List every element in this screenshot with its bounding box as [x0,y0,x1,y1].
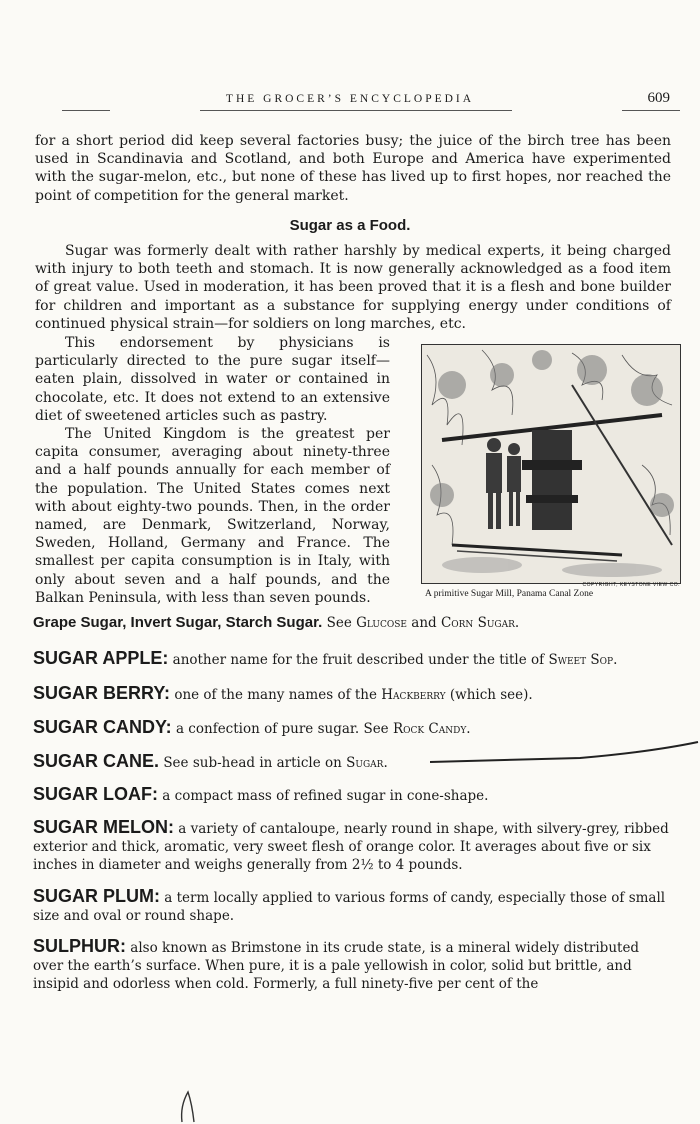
pen-stroke-mark [430,738,700,768]
running-header: THE GROCER’S ENCYCLOPEDIA [225,93,475,105]
section-paragraph-1: Sugar was formerly dealt with rather harshly by medical experts, it being charged with injury to both teeth and stomach. It is now generally acknowledged as a food item of great value. Used in moderation, it has been proved that it is a flesh and bone builder for children and important as a substance for supplying energy under conditions of continued physical strain—for soldiers on long marches, etc. [35,243,671,332]
entry-sugar-melon: SUGAR MELON: a variety of cantaloupe, nearly round in shape, with silvery-grey, ribbed exterior and thick, aromatic, very sweet flesh of orange color. It averages about five or six inches in diameter and weighs generally from 2½ to 4 pounds. [33,817,669,873]
sugar-mill-illustration [422,345,680,583]
section-paragraph-2: This endorsement by physicians is particularly directed to the pure sugar itself—eaten plain, dissolved in water or contained in chocolate, etc. It does not extend to an extensive diet of sweetened articles such as pastry. [35,335,390,424]
entry-term: Grape Sugar, Invert Sugar, Starch Sugar. [33,614,323,631]
column-text [35,334,390,607]
cross-reference-sweet-sop: Sweet Sop [548,652,614,668]
cross-reference-sugar: Sugar [346,755,384,771]
entry-term: SUGAR MELON: [33,817,174,837]
section-paragraph-3: The United Kingdom is the greatest per capita consumer, averaging about ninety-three and a half pounds annually for each member of the population. The United States comes next with about eighty-two pounds. Then, in the order named, are Denmark, Switzerland, Norway, Sweden, Holland, Germany and France. The smallest per capita consumption is in Italy, with only about seven and a half pounds, and the Balkan Peninsula, with less than seven pounds. [35,426,390,606]
header-rule-center [200,110,512,111]
pencil-mark [176,1088,200,1124]
cross-reference-glucose: Glucose [356,615,407,631]
entry-term: SUGAR APPLE: [33,648,169,668]
entry-sugar-berry: SUGAR BERRY: one of the many names of the Hackberry (which see). [33,683,533,703]
intro-paragraph: for a short period did keep several factories busy; the juice of the birch tree has been used in Scandinavia and Scotland, and both Europe and America have experimented with the sugar-melon, etc., but none of these has lived up to first hopes, nor reached the point of competition for the general market. [35,133,671,204]
entry-term: SUGAR BERRY: [33,683,171,703]
entry-term: SUGAR CANDY: [33,717,172,737]
header-rule-right [622,110,680,111]
entry-sugar-candy: SUGAR CANDY: a confection of pure sugar. See Rock Candy. [33,717,471,737]
entry-term: SUGAR PLUM: [33,886,160,906]
entry-term: SULPHUR: [33,936,126,956]
entry-grape-sugar: Grape Sugar, Invert Sugar, Starch Sugar. See Glucose and Corn Sugar. [33,614,520,631]
entry-term: SUGAR CANE. [33,751,160,771]
photo-caption: A primitive Sugar Mill, Panama Canal Zone [425,589,594,599]
page-number: 609 [647,90,670,106]
entry-sugar-cane: SUGAR CANE. See sub-head in article on Sugar. [33,751,388,771]
entry-sugar-apple: SUGAR APPLE: another name for the fruit described under the title of Sweet Sop. [33,648,618,668]
sugar-mill-photo [421,344,681,584]
cross-reference-corn-sugar: Corn Sugar [440,615,515,631]
cross-reference-hackberry: Hackberry [381,687,446,703]
cross-reference-rock-candy: Rock Candy [392,721,467,737]
entry-sugar-plum: SUGAR PLUM: a term locally applied to various forms of candy, especially those of small size and oval or round shape. [33,886,666,924]
entry-sugar-loaf: SUGAR LOAF: a compact mass of refined sugar in cone-shape. [33,784,489,804]
photo-credit: COPYRIGHT, KEYSTONE VIEW CO. [582,582,680,588]
entry-term: SUGAR LOAF: [33,784,158,804]
entry-sulphur: SULPHUR: also known as Brimstone in its crude state, is a mineral widely distributed over the earth’s surface. When pure, it is a pale yellowish in color, solid but brittle, and insipid and odorless when cold. Formerly, a full ninety-five per cent of the [33,936,640,992]
section-heading: Sugar as a Food. [289,217,411,234]
header-rule-left [62,110,110,111]
